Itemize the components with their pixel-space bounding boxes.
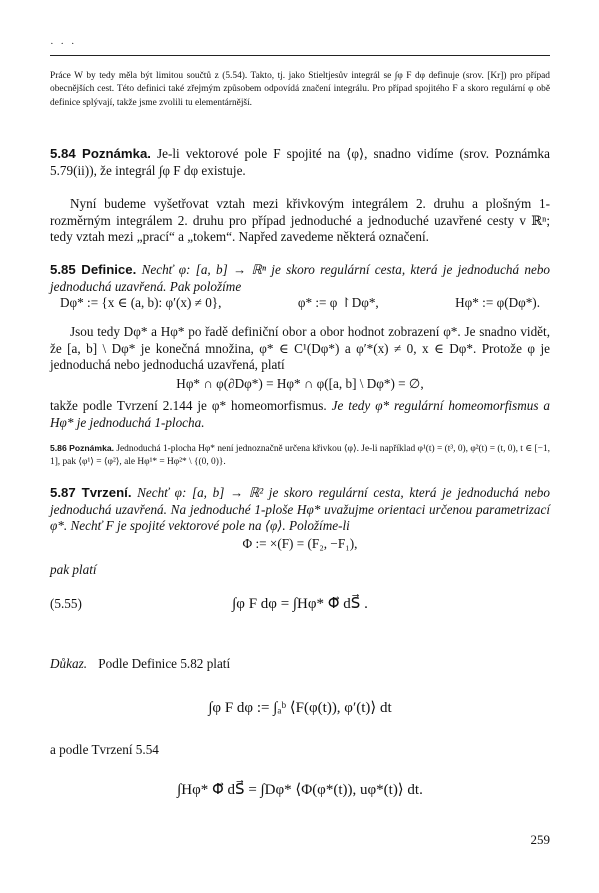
definition-5-85-explanation: Jsou tedy Dφ* a Hφ* po řadě definiční obor a obor hodnot zobrazení φ*. Je snadno vidět, že [a, b] \ Dφ* je konečná množina, φ* ∈ C¹(Dφ*) a φ′*(x) ≠ 0, x ∈ Dφ*. Protože φ je jednoduchá nebo jednoduchá uzavřená, platí [50,324,550,373]
definition-5-85-conclusion [50,398,550,431]
proposition-5-87-text: Nechť φ: [a, b] → ℝ² je skoro regulární cesta, která je jednoduchá nebo jednoduchá uzavřená. Na jednoduché 1-ploše Hφ* uvažujme orientaci určenou parametrizací φ*. Nechť F je spojité vektorové pole na ⟨φ⟩. Položíme-li [50,485,550,534]
proof [50,656,550,673]
proof-text-2: a podle Tvrzení 5.54 [50,742,159,757]
proof-equation-1: ∫φ F dφ := ∫ₐᵇ ⟨F(φ(t)), φ′(t)⟩ dt [208,700,392,716]
formula-range: Hφ* := φ(Dφ*). [455,295,540,310]
proposition-5-87 [50,485,550,535]
remark-5-84-text: Je-li vektorové pole F spojité na ⟨φ⟩, snadno vidíme (srov. Poznámka 5.79(ii)), že integrál ∫φ F dφ existuje. [50,146,550,178]
definition-5-85-text: Nechť φ: [a, b] → ℝⁿ je skoro regulární cesta, která je jednoduchá nebo jednoduchá uzavřená. Pak položíme [50,262,551,294]
proof-equation-2: ∫Hφ* Φ⃗ dS⃗ = ∫Dφ* ⟨Φ(φ*(t)), uφ*(t)⟩ dt. [177,782,423,798]
then-holds: pak platí [50,562,97,577]
running-head: · · · [50,38,77,50]
remark-5-84-label: 5.84 Poznámka. [50,146,151,161]
intro-paragraph: Práce W by tedy měla být limitou součtů z (5.54). Takto, tj. jako Stieltjesův integrál se ∫φ F dφ definuje (srov. [Kr]) pro případ obecnějších cest. Této definici také zřejmým způsobem odpovídá značení integrálu. Pro případ spojitého F a skoro regulární φ obě definice splývají, takže jsme zvolili tu elementárnější. [50,71,550,108]
formula-restriction: φ* := φ ↾Dφ*, [297,295,379,310]
relation-paragraph: Nyní budeme vyšetřovat vztah mezi křivkovým integrálem 2. druhu a plošným 1-rozměrným integrálem 2. druhu pro případ jednoduché a jednoduché uzavřené cesty v ℝⁿ; tedy vztah mezi „prací“ a „tokem“. Napřed zavedeme některá označení. [50,196,550,245]
proof-label: Důkaz. [50,656,87,671]
proposition-5-87-label: 5.87 Tvrzení. [50,485,132,500]
formula-domain: Dφ* := {x ∈ (a, b): φ′(x) ≠ 0}, [60,295,222,310]
page-number: 259 [530,832,550,847]
equation-5-55 [50,596,550,613]
header-rule [50,55,550,56]
equation-5-55-label: (5.55) [50,596,82,611]
conclusion-italic: Je tedy φ* regulární homeomorfismus a Hφ* je jednoduchá 1-plocha. [50,398,551,430]
remark-5-84 [50,146,550,179]
formula-phi: Φ := ×(F) = (F₂, −F₁), [242,536,358,551]
definition-5-85-label: 5.85 Definice. [50,262,137,277]
definition-formulas [50,295,550,312]
definition-5-85 [50,262,550,295]
remark-5-86-text: Jednoduchá 1-plocha Hφ* není jednoznačně určena křivkou ⟨φ⟩. Je-li například φ¹(t) = (t³, 0), φ²(t) = (t, 0), t ∈ [−1, 1], pak ⟨φ¹⟩ = ⟨φ²⟩, ale Hφ¹* = Hφ²* \ {(0, 0)}. [50,444,550,468]
equation-5-55-body: ∫φ F dφ = ∫Hφ* Φ⃗ dS⃗ . [232,596,368,612]
formula-intersection: Hφ* ∩ φ(∂Dφ*) = Hφ* ∩ φ([a, b] \ Dφ*) = ∅, [176,376,424,391]
conclusion-plain: takže podle Tvrzení 2.144 je φ* homeomorfismus. [50,398,327,413]
remark-5-86-label: 5.86 Poznámka. [50,443,115,453]
proof-text: Podle Definice 5.82 platí [98,656,231,671]
remark-5-86 [50,442,550,470]
